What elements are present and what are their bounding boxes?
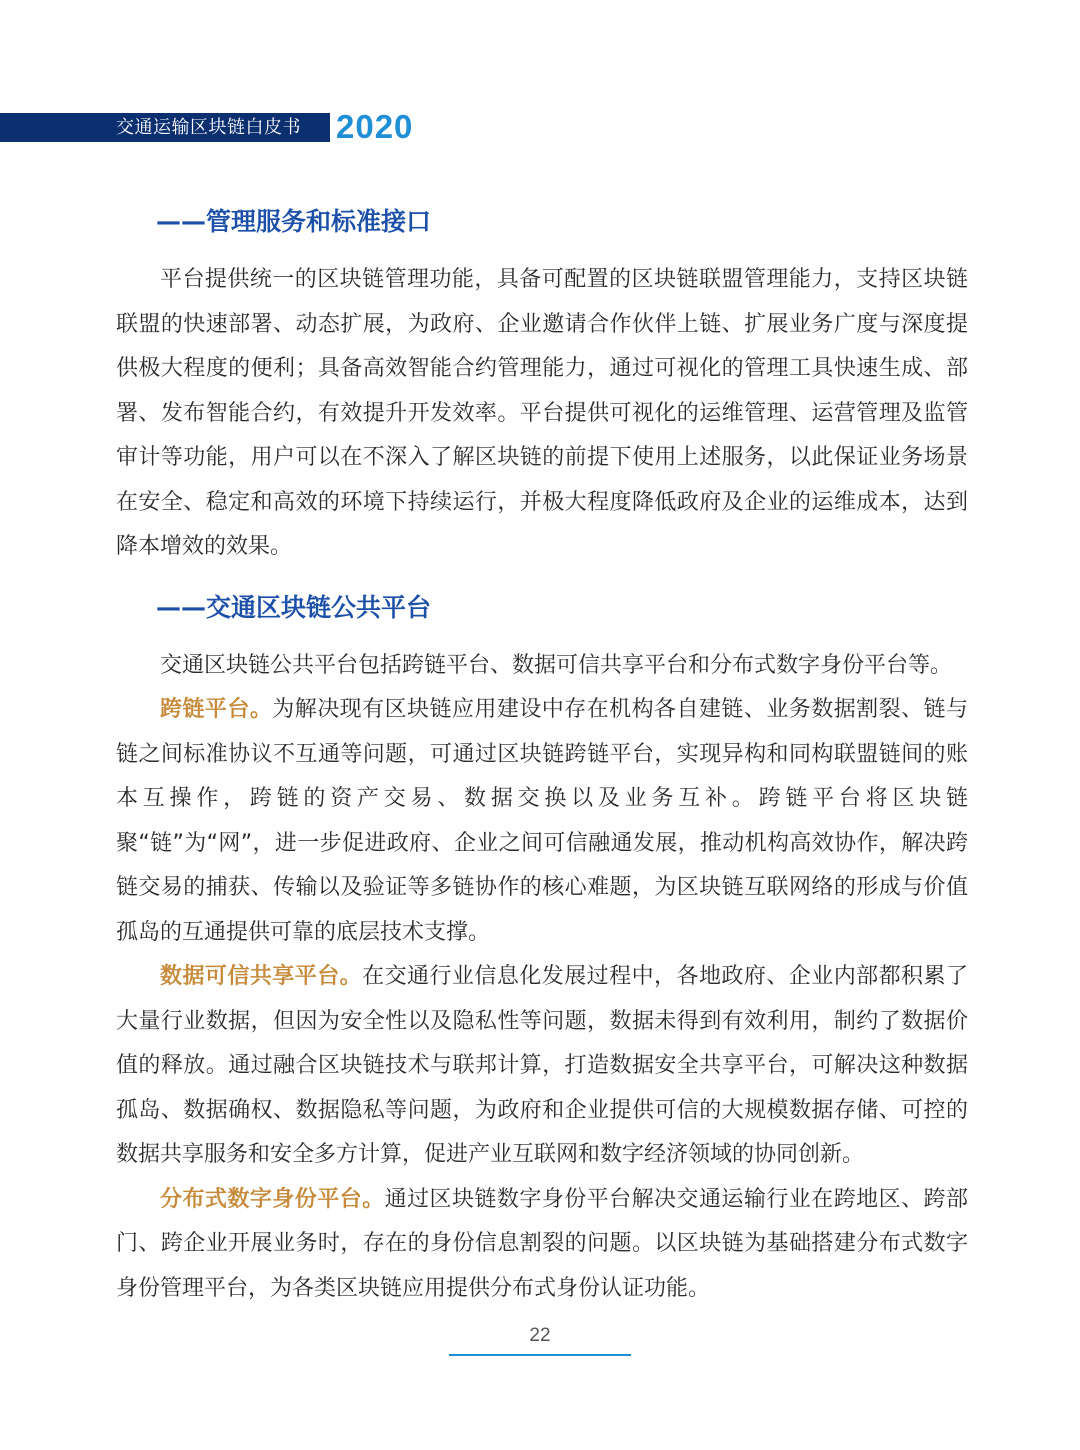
document-title: 交通运输区块链白皮书	[116, 117, 301, 138]
paragraph-data-sharing	[116, 955, 968, 1178]
paragraph-lead-cross-chain: 跨链平台。	[160, 697, 273, 722]
paragraph-management	[116, 258, 968, 570]
section-heading-public-platform: ——交通区块链公共平台	[156, 592, 432, 622]
page-content	[116, 190, 968, 1311]
paragraph-digital-identity	[116, 1178, 968, 1312]
paragraph-text: 通过区块链数字身份平台解决交通运输行业在跨地区、跨部门、跨企业开展业务时，存在的身份信息割裂的问题。以区块链为基础搭建分布式数字身份管理平台，为各类区块链应用提供分布式身份认证功能。	[116, 1186, 968, 1301]
paragraph-text: 为解决现有区块链应用建设中存在机构各自建链、业务数据割裂、链与链之间标准协议不互通等问题，可通过区块链跨链平台，实现异构和同构联盟链间的账本互操作，跨链的资产交易、数据交换以及业务互补。跨链平台将区块链聚“链”为“网”，进一步促进政府、企业之间可信融通发展，推动机构高效协作，解决跨链交易的捕获、传输以及验证等多链协作的核心难题，为区块链互联网络的形成与价值孤岛的互通提供可靠的底层技术支撑。	[116, 697, 968, 945]
paragraph-lead-digital-identity: 分布式数字身份平台。	[160, 1186, 385, 1212]
paragraph-lead-data-sharing: 数据可信共享平台。	[160, 964, 363, 989]
page-number-underline	[449, 1354, 631, 1356]
paragraph-cross-chain	[116, 688, 968, 955]
paragraph-text: 在交通行业信息化发展过程中，各地政府、企业内部都积累了大量行业数据，但因为安全性以及隐私性等问题，数据未得到有效利用，制约了数据价值的释放。通过融合区块链技术与联邦计算，打造数据安全共享平台，可解决这种数据孤岛、数据确权、数据隐私等问题，为政府和企业提供可信的大规模数据存储、可控的数据共享服务和安全多方计算，促进产业互联网和数字经济领域的协同创新。	[116, 964, 968, 1167]
paragraph-platform-intro	[116, 644, 968, 689]
paragraph-text: 交通区块链公共平台包括跨链平台、数据可信共享平台和分布式数字身份平台等。	[160, 652, 953, 678]
document-year: 2020	[336, 108, 414, 145]
section-heading-management: ——管理服务和标准接口	[156, 207, 432, 236]
page-number: 22	[529, 1325, 551, 1346]
paragraph-text: 平台提供统一的区块链管理功能，具备可配置的区块链联盟管理能力，支持区块链联盟的快速部署、动态扩展，为政府、企业邀请合作伙伴上链、扩展业务广度与深度提供极大程度的便利；具备高效智能合约管理能力，通过可视化的管理工具快速生成、部署、发布智能合约，有效提升开发效率。平台提供可视化的运维管理、运营管理及监管审计等功能，用户可以在不深入了解区块链的前提下使用上述服务，以此保证业务场景在安全、稳定和高效的环境下持续运行，并极大程度降低政府及企业的运维成本，达到降本增效的效果。	[116, 267, 968, 559]
